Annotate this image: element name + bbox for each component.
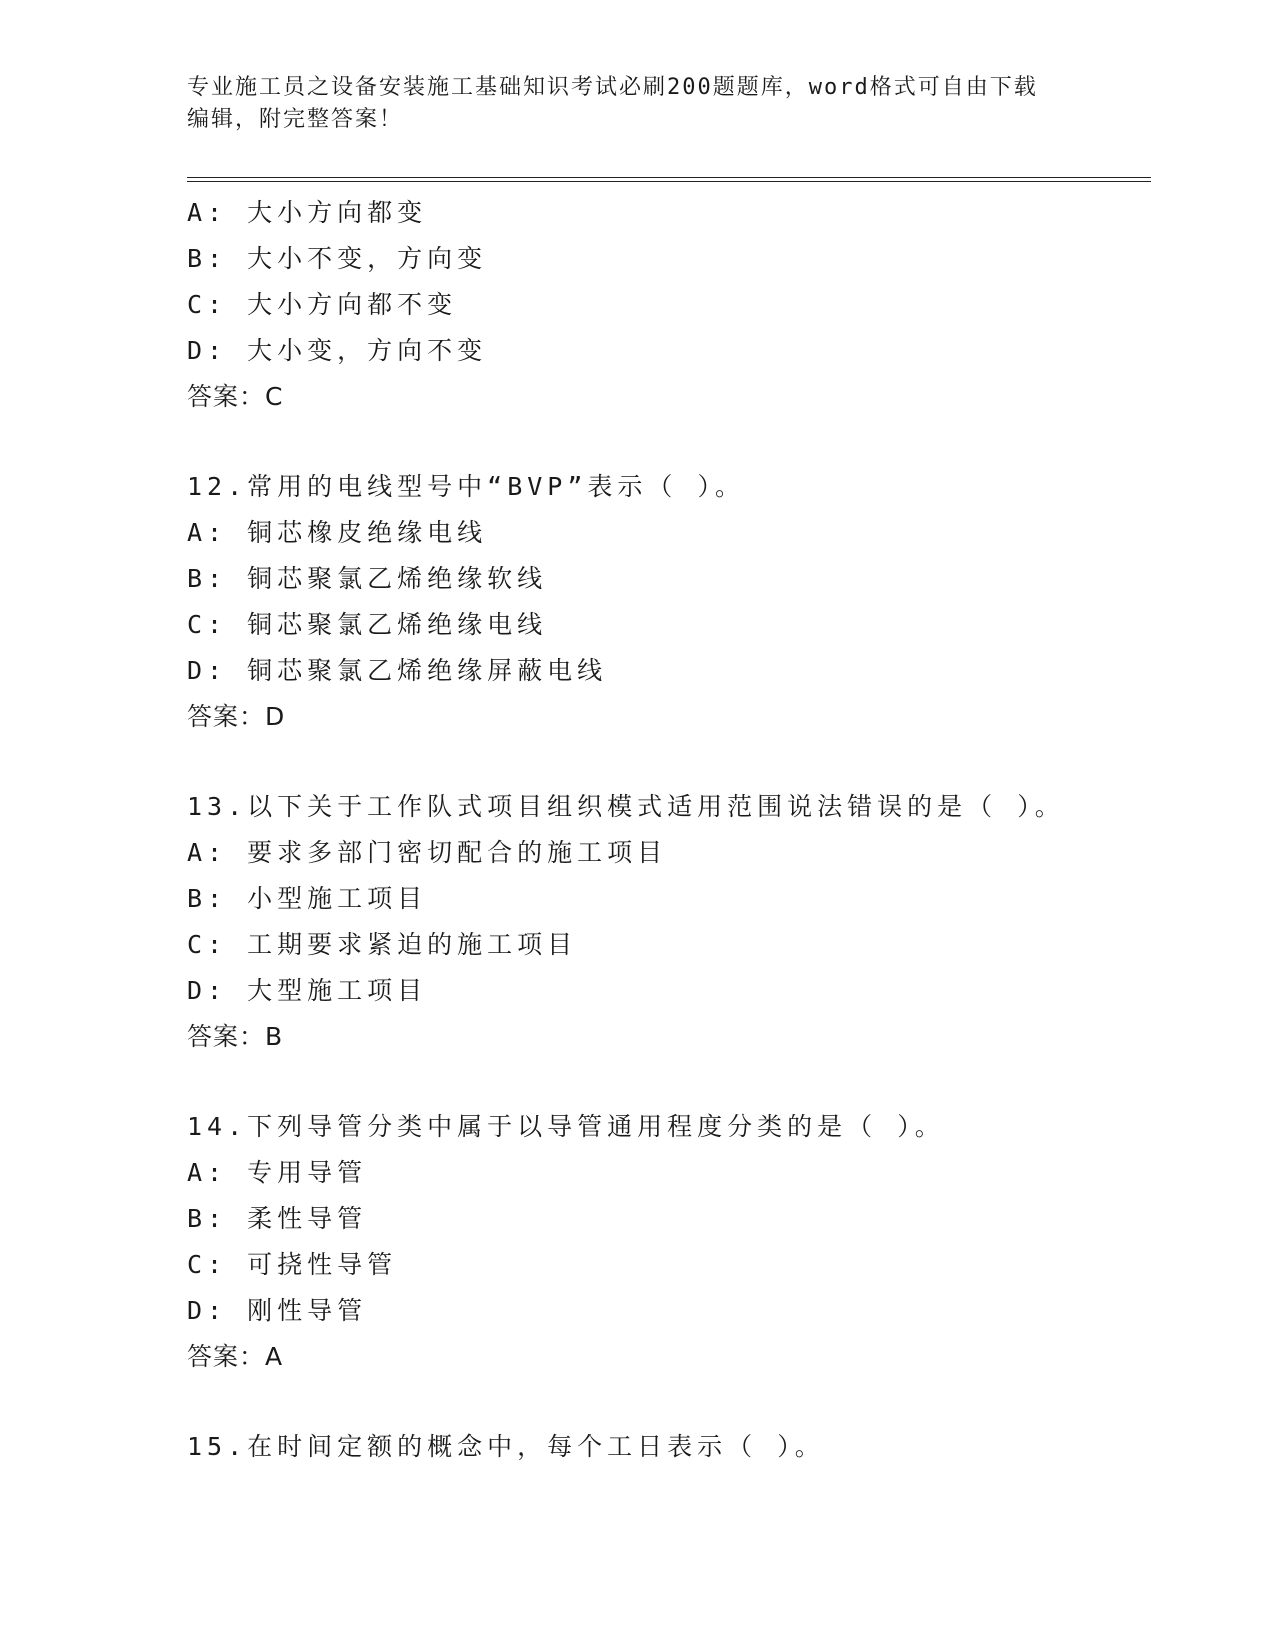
option-d: D: 刚性导管 (187, 1296, 368, 1325)
option-c: C: 铜芯聚氯乙烯绝缘电线 (187, 610, 548, 639)
header-line-2: 编辑，附完整答案！ (187, 107, 404, 132)
question-text: 15.在时间定额的概念中，每个工日表示（ ）。 (187, 1432, 825, 1461)
question-text: 13.以下关于工作队式项目组织模式适用范围说法错误的是（ ）。 (187, 792, 1065, 821)
question-12 (187, 464, 1147, 740)
option-a: A: 要求多部门密切配合的施工项目 (187, 838, 668, 867)
option-a: A: 专用导管 (187, 1158, 368, 1187)
option-d: D: 铜芯聚氯乙烯绝缘屏蔽电线 (187, 656, 608, 685)
answer-line: 答案：A (187, 1342, 284, 1371)
option-b: B: 小型施工项目 (187, 884, 428, 913)
answer-line: 答案：B (187, 1022, 284, 1051)
question-11 (187, 190, 1147, 420)
option-a: A: 大小方向都变 (187, 198, 428, 227)
option-c: C: 工期要求紧迫的施工项目 (187, 930, 578, 959)
option-b: B: 铜芯聚氯乙烯绝缘软线 (187, 564, 548, 593)
option-d: D: 大小变，方向不变 (187, 336, 488, 365)
option-b: B: 大小不变，方向变 (187, 244, 488, 273)
option-c: C: 大小方向都不变 (187, 290, 458, 319)
question-14 (187, 1104, 1147, 1380)
answer-line: 答案：D (187, 702, 286, 731)
option-b: B: 柔性导管 (187, 1204, 368, 1233)
question-15 (187, 1424, 1147, 1470)
question-text: 14.下列导管分类中属于以导管通用程度分类的是（ ）。 (187, 1112, 945, 1141)
question-text: 12.常用的电线型号中“BVP”表示（ ）。 (187, 472, 745, 501)
option-c: C: 可挠性导管 (187, 1250, 398, 1279)
header-line-1: 专业施工员之设备安装施工基础知识考试必刷200题题库，word格式可自由下载 (187, 75, 1038, 100)
header-divider-top (187, 177, 1151, 178)
answer-line: 答案：C (187, 382, 284, 411)
question-list (187, 190, 1147, 1470)
option-d: D: 大型施工项目 (187, 976, 428, 1005)
document-header (187, 72, 1067, 136)
option-a: A: 铜芯橡皮绝缘电线 (187, 518, 488, 547)
question-13 (187, 784, 1147, 1060)
header-divider-bottom (187, 181, 1151, 182)
